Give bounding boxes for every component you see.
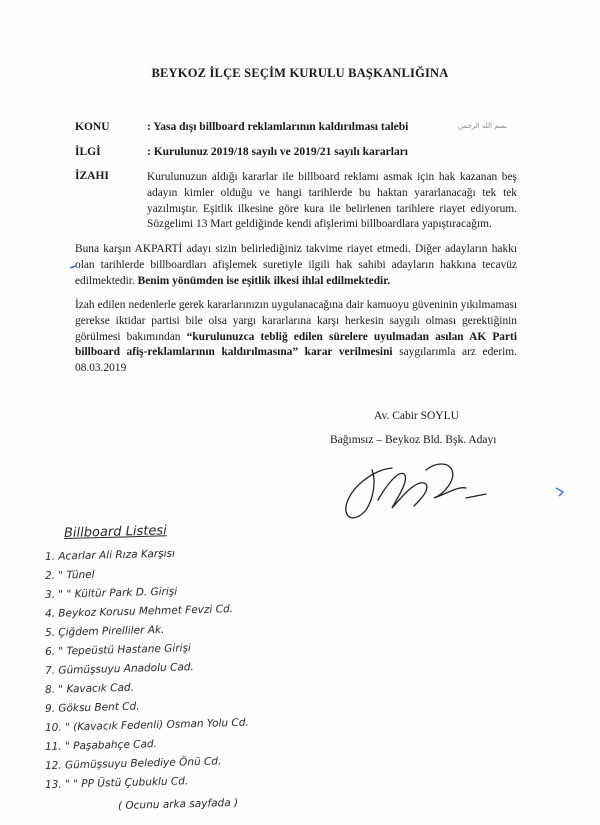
izahi-p3-bold: “kurulunuzca tebliğ edilen sürelere uyulmadan asılan AK Parti billboard afiş-reklamlarının kaldırılmasına” karar verilmesini: [75, 330, 517, 359]
handwritten-list-item: 1. Acarlar Ali Rıza Karşısı: [44, 547, 176, 563]
signer-role: Bağımsız – Beykoz Bld. Bşk. Adayı: [330, 434, 497, 446]
handwritten-list-item: 6. " Tepeüstü Hastane Girişi: [44, 642, 192, 658]
izahi-label: İZAHI: [75, 170, 109, 182]
handwritten-list-item: 13. " " PP Üstü Çubuklu Cd.: [44, 775, 189, 791]
handwritten-list-item: 7. Gümüşsuyu Anadolu Cad.: [44, 661, 194, 677]
handwritten-list-item: 11. " Paşabahçe Cad.: [44, 738, 158, 753]
handwritten-note: ( Ocunu arka sayfada ): [117, 796, 239, 812]
handwritten-list-item: 5. Çiğdem Pirelliler Ak.: [44, 623, 165, 639]
blue-margin-mark: [70, 266, 76, 268]
handwritten-list-item: 9. Göksu Bent Cd.: [44, 700, 140, 715]
ilgi-text: : Kurulunuz 2019/18 sayılı ve 2019/21 sayılı kararları: [147, 146, 408, 158]
ilgi-label: İLGİ: [75, 146, 101, 158]
handwritten-list-item: 10. " (Kavacık Fedenli) Osman Yolu Cd.: [44, 716, 249, 734]
handwritten-list-item: 12. Gümüşsuyu Belediye Önü Cd.: [44, 755, 222, 772]
izahi-p3-closing: saygılarımla arz ederim. 08.03.2019: [75, 346, 518, 375]
signer-name: Av. Cabir SOYLU: [374, 410, 459, 422]
izahi-p1-text: Kurulunuzun aldığı kararlar ile billboard reklamı asmak için hak kazanan beş adayın kimler olduğu ve hangi tarihlerde bu haktan yararlanacağı tek tek yazılmıştır. Eşitlik ilkesine göre kura ile belirlenen tarihlere riayet ediyorum. Sözgelimi 13 Mart geldiğinde kendi afişlerimi billboardlara yapıştıracağım.: [147, 171, 517, 231]
page-title: BEYKOZ İLÇE SEÇİM KURULU BAŞKANLIĞINA: [151, 66, 449, 80]
handwritten-list-item: 4. Beykoz Korusu Mehmet Fevzi Cd.: [44, 603, 234, 620]
stamp-mark: ﺑﺴﻢ ﺍﻟﻠﻪ ﺍﻟﺮﺣﻤﻦ: [458, 122, 508, 130]
izahi-p3-text: İzah edilen nedenlerle gerek kararlarınızın uygulanacağına dair kamuoyu güveninin yıkılmaması gerekse iktidar partisi bile olsa yargı kararlarına karşı herkesin saygılı olması gerektiğinin görülmesi bakımından: [75, 299, 517, 343]
handwritten-list-item: 3. " " Kültür Park D. Girişi: [44, 585, 178, 601]
handwritten-list-item: 2. " Tünel: [44, 568, 95, 582]
izahi-p2-bold: Benim yönümden ise eşitlik ilkesi ihlal edilmektedir.: [137, 274, 391, 287]
handwritten-list-item: 8. " Kavacık Cad.: [44, 681, 135, 696]
handwritten-list-title: Billboard Listesi: [63, 523, 167, 541]
konu-text: : Yasa dışı billboard reklamlarının kaldırılması talebi: [147, 121, 409, 133]
signature-scribble: [346, 464, 486, 518]
blue-pen-mark: [556, 488, 563, 496]
izahi-p2-text: Buna karşın AKPARTİ adayı sizin belirlediğiniz takvime riayet etmedi. Diğer adayların hakkı olan tarihlerde billboardları afişlemek suretiyle ilgili hak sahibi adayların hakkına tecavüz edilmektedir.: [75, 243, 517, 287]
konu-label: KONU: [75, 121, 110, 133]
